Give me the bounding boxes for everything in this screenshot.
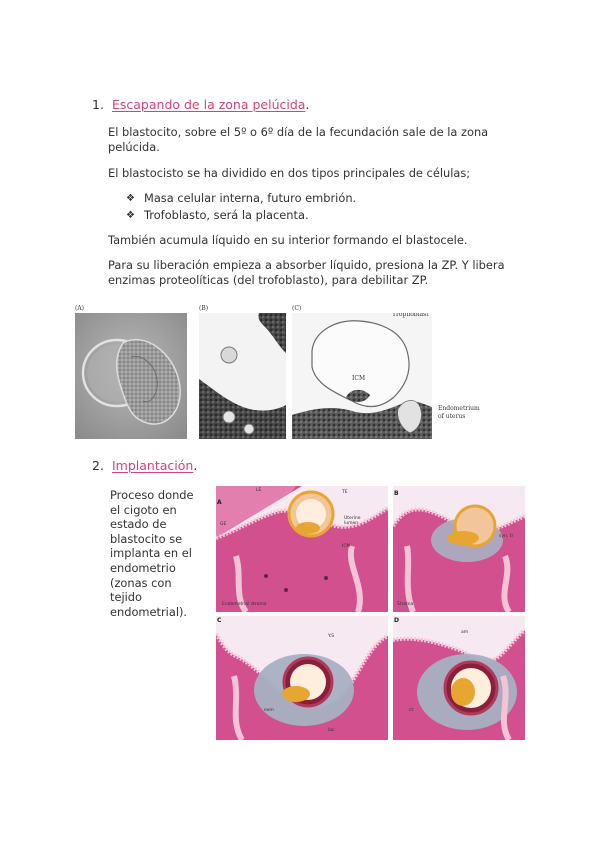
label-ys: Y.S xyxy=(328,634,335,639)
paragraph-blastocito-line-2: pelúcida. xyxy=(108,140,160,154)
panel-a-letter: A xyxy=(217,499,222,506)
description-line: endometrial). xyxy=(110,604,188,619)
figure-label-a: (A) xyxy=(75,305,85,312)
list-item-text: Trofoblasto, será la placenta. xyxy=(144,208,309,222)
section-1-title-end: . xyxy=(305,97,310,112)
description-line: el cigoto en xyxy=(110,502,177,517)
figure-label-c: (C) xyxy=(292,305,302,312)
paragraph-blastocele: También acumula líquido en su interior formando el blastocele. xyxy=(108,233,468,247)
section-1-heading xyxy=(92,97,309,112)
description-line: Proceso donde xyxy=(110,488,194,502)
hatching-blastocyst-photo xyxy=(75,313,187,439)
implantation-panel-c xyxy=(216,616,388,740)
diamond-bullet-icon: ❖ xyxy=(126,193,135,204)
label-ge: GE xyxy=(220,522,227,527)
figure-label-b: (B) xyxy=(199,305,209,312)
description-line: (zonas con xyxy=(110,575,172,590)
section-2-title[interactable]: Implantación xyxy=(111,458,194,473)
label-icm-a: ICM xyxy=(342,544,351,549)
list-item xyxy=(126,207,356,224)
description-line: blastocito se xyxy=(110,531,183,546)
description-line: estado de xyxy=(110,517,167,532)
label-exm: exm xyxy=(264,708,274,713)
description-line: implanta en el xyxy=(110,546,192,561)
description-line: endometrio xyxy=(110,560,176,575)
section-1-title[interactable]: Escapando de la zona pelúcida xyxy=(111,97,306,112)
label-uterine-lumen: Uterine lumen xyxy=(344,516,361,526)
implantation-panel-b xyxy=(393,486,525,612)
label-trophoblast: Trophoblast xyxy=(392,313,429,318)
implantation-panel-a xyxy=(216,486,388,612)
label-lac: lac xyxy=(328,728,335,733)
section-1-number: 1. xyxy=(92,97,104,112)
section-2-title-end: . xyxy=(193,458,198,473)
label-stroma: Stroma xyxy=(397,602,414,607)
paragraph-blastocito-line-1: El blastocito, sobre el 5º o 6º día de la fecundación sale de la zona xyxy=(108,125,489,139)
section-2-heading xyxy=(92,458,197,473)
label-of-uterus: of uterus xyxy=(438,413,466,420)
paragraph-liberacion-line-1: Para su liberación empieza a absorber líquido, presiona la ZP. Y libera xyxy=(108,258,505,272)
label-te: TE xyxy=(342,490,348,495)
label-endometrium: Endometrium xyxy=(438,405,480,412)
implantation-description xyxy=(110,488,200,619)
paragraph-blastocito xyxy=(108,125,508,155)
label-le: LE xyxy=(256,488,262,493)
paragraph-liberacion xyxy=(108,258,508,288)
label-icm: ICM xyxy=(352,375,366,382)
blastocyst-section-photo xyxy=(199,313,286,439)
label-am: am xyxy=(461,630,469,635)
label-endometrial-stroma: Endometrial stroma xyxy=(222,602,267,607)
implantation-panel-d xyxy=(393,616,525,740)
cell-type-list xyxy=(126,190,356,224)
label-ct: ct xyxy=(409,708,414,713)
paragraph-division: El blastocisto se ha dividido en dos tipos principales de células; xyxy=(108,166,471,180)
diamond-bullet-icon: ❖ xyxy=(126,210,135,221)
section-2-number: 2. xyxy=(92,458,104,473)
panel-c-letter: C xyxy=(217,617,222,624)
list-item xyxy=(126,190,356,207)
panel-b-letter: B xyxy=(394,490,399,497)
description-line: tejido xyxy=(110,590,143,605)
list-item-text: Masa celular interna, futuro embrión. xyxy=(144,191,357,205)
label-syn-tr: syn. tr xyxy=(499,534,514,539)
paragraph-liberacion-line-2: enzimas proteolíticas (del trofoblasto), para debilitar ZP. xyxy=(108,273,429,287)
implanting-blastocyst-photo xyxy=(292,313,432,439)
panel-d-letter: D xyxy=(394,617,399,624)
